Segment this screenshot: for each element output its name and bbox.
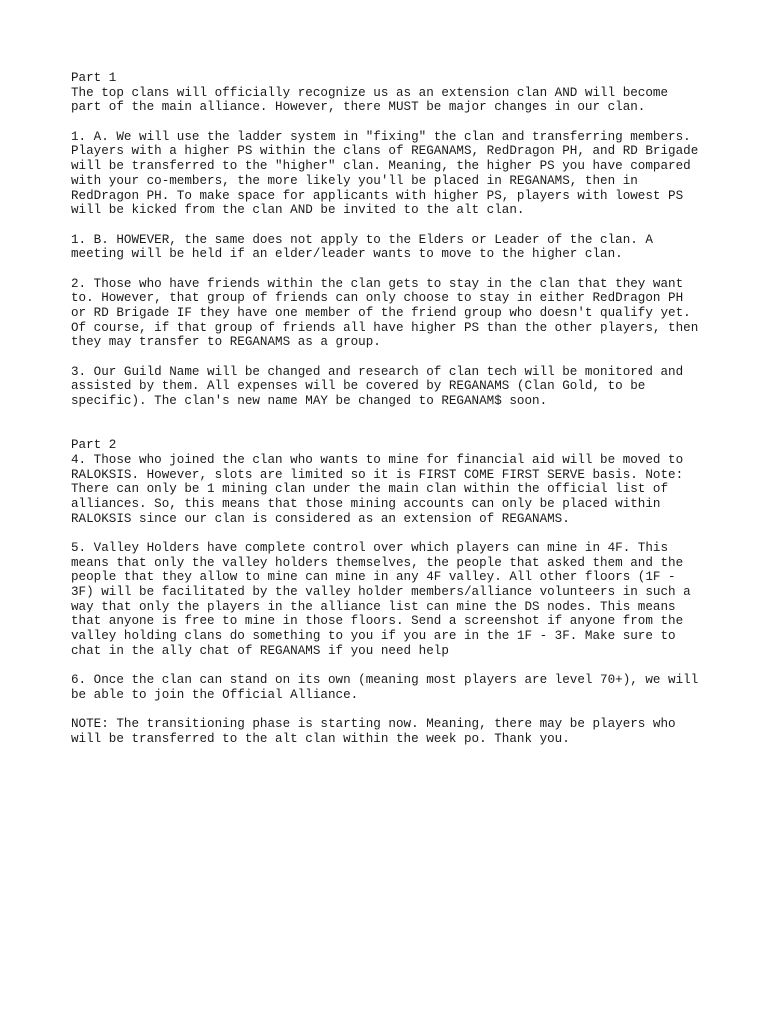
item-4-line: alliances. So, this means that those mining accounts can only be placed within bbox=[71, 496, 661, 511]
item-4-line: RALOKSIS. However, slots are limited so it is FIRST COME FIRST SERVE basis. Note: bbox=[71, 467, 684, 482]
item-5-line: means that only the valley holders themselves, the people that asked them and the bbox=[71, 555, 684, 570]
item-5-line: people that they allow to mine can mine in any 4F valley. All other floors (1F - bbox=[71, 570, 676, 585]
section-spacer bbox=[71, 424, 711, 439]
item-5-line: valley holding clans do something to you if you are in the 1F - 3F. Make sure to bbox=[71, 629, 676, 644]
item-5-paragraph bbox=[71, 541, 711, 659]
item-2-line: to. However, that group of friends can only choose to stay in either RedDragon PH bbox=[71, 291, 684, 306]
item-2-line: or RD Brigade IF they have one member of the friend group who doesn't qualify yet. bbox=[71, 306, 691, 320]
item-4-line: RALOKSIS since our clan is considered as an extension of REGANAMS. bbox=[71, 511, 570, 526]
note-line: will be transferred to the alt clan within the week po. Thank you. bbox=[71, 731, 570, 746]
document-page bbox=[71, 71, 711, 761]
item-1a-line: with your co-members, the more likely you'll be placed in REGANAMS, then in bbox=[71, 173, 638, 188]
part2-heading: Part 2 bbox=[71, 438, 117, 453]
item-5-line: chat in the ally chat of REGANAMS if you need help bbox=[71, 643, 449, 658]
part1-heading: Part 1 bbox=[71, 71, 117, 85]
item-2-line: 2. Those who have friends within the clan gets to stay in the clan that they want bbox=[71, 276, 684, 291]
item-3-line: 3. Our Guild Name will be changed and research of clan tech will be monitored and bbox=[71, 364, 684, 379]
note-paragraph bbox=[71, 717, 711, 746]
item-5-line: that anyone is free to mine in those floors. Send a screenshot if anyone from the bbox=[71, 614, 684, 629]
item-1b-paragraph bbox=[71, 233, 711, 262]
item-3-paragraph bbox=[71, 365, 711, 409]
item-1a-line: will be kicked from the clan AND be invited to the alt clan. bbox=[71, 203, 525, 218]
item-6-line: be able to join the Official Alliance. bbox=[71, 687, 359, 702]
item-4-line: 4. Those who joined the clan who wants to mine for financial aid will be moved to bbox=[71, 452, 684, 467]
item-3-line: specific). The clan's new name MAY be changed to REGANAM$ soon. bbox=[71, 394, 548, 409]
item-5-line: 3F) will be facilitated by the valley holder members/alliance volunteers in such a bbox=[71, 585, 691, 600]
item-1b-line: meeting will be held if an elder/leader wants to move to the higher clan. bbox=[71, 247, 623, 262]
item-1a-line: RedDragon PH. To make space for applicants with higher PS, players with lowest PS bbox=[71, 188, 684, 203]
intro-line: The top clans will officially recognize us as an extension clan AND will become bbox=[71, 85, 669, 100]
intro-line: part of the main alliance. However, there MUST be major changes in our clan. bbox=[71, 100, 646, 115]
item-2-line: Of course, if that group of friends all have higher PS than the other players, then bbox=[71, 320, 699, 335]
item-3-line: assisted by them. All expenses will be covered by REGANAMS (Clan Gold, to be bbox=[71, 379, 646, 394]
item-2-paragraph bbox=[71, 277, 711, 350]
item-6-line: 6. Once the clan can stand on its own (meaning most players are level 70+), we will bbox=[71, 673, 699, 688]
note-line: NOTE: The transitioning phase is starting now. Meaning, there may be players who bbox=[71, 717, 676, 732]
item-2-line: they may transfer to REGANAMS as a group. bbox=[71, 335, 381, 350]
item-1b-line: 1. B. HOWEVER, the same does not apply to the Elders or Leader of the clan. A bbox=[71, 232, 653, 247]
item-1a-line: 1. A. We will use the ladder system in "fixing" the clan and transferring members. bbox=[71, 129, 691, 144]
item-1a-paragraph bbox=[71, 130, 711, 218]
item-4-paragraph bbox=[71, 438, 711, 526]
part1-intro-block bbox=[71, 71, 711, 115]
item-6-paragraph bbox=[71, 673, 711, 702]
item-5-line: 5. Valley Holders have complete control over which players can mine in 4F. This bbox=[71, 541, 669, 555]
item-4-line: There can only be 1 mining clan under the main clan within the official list of bbox=[71, 482, 669, 497]
item-1a-line: will be transferred to the "higher" clan. Meaning, the higher PS you have compared bbox=[71, 159, 691, 174]
item-5-line: way that only the players in the alliance list can mine the DS nodes. This means bbox=[71, 599, 676, 614]
item-1a-line: Players with a higher PS within the clans of REGANAMS, RedDragon PH, and RD Brigade bbox=[71, 144, 699, 159]
